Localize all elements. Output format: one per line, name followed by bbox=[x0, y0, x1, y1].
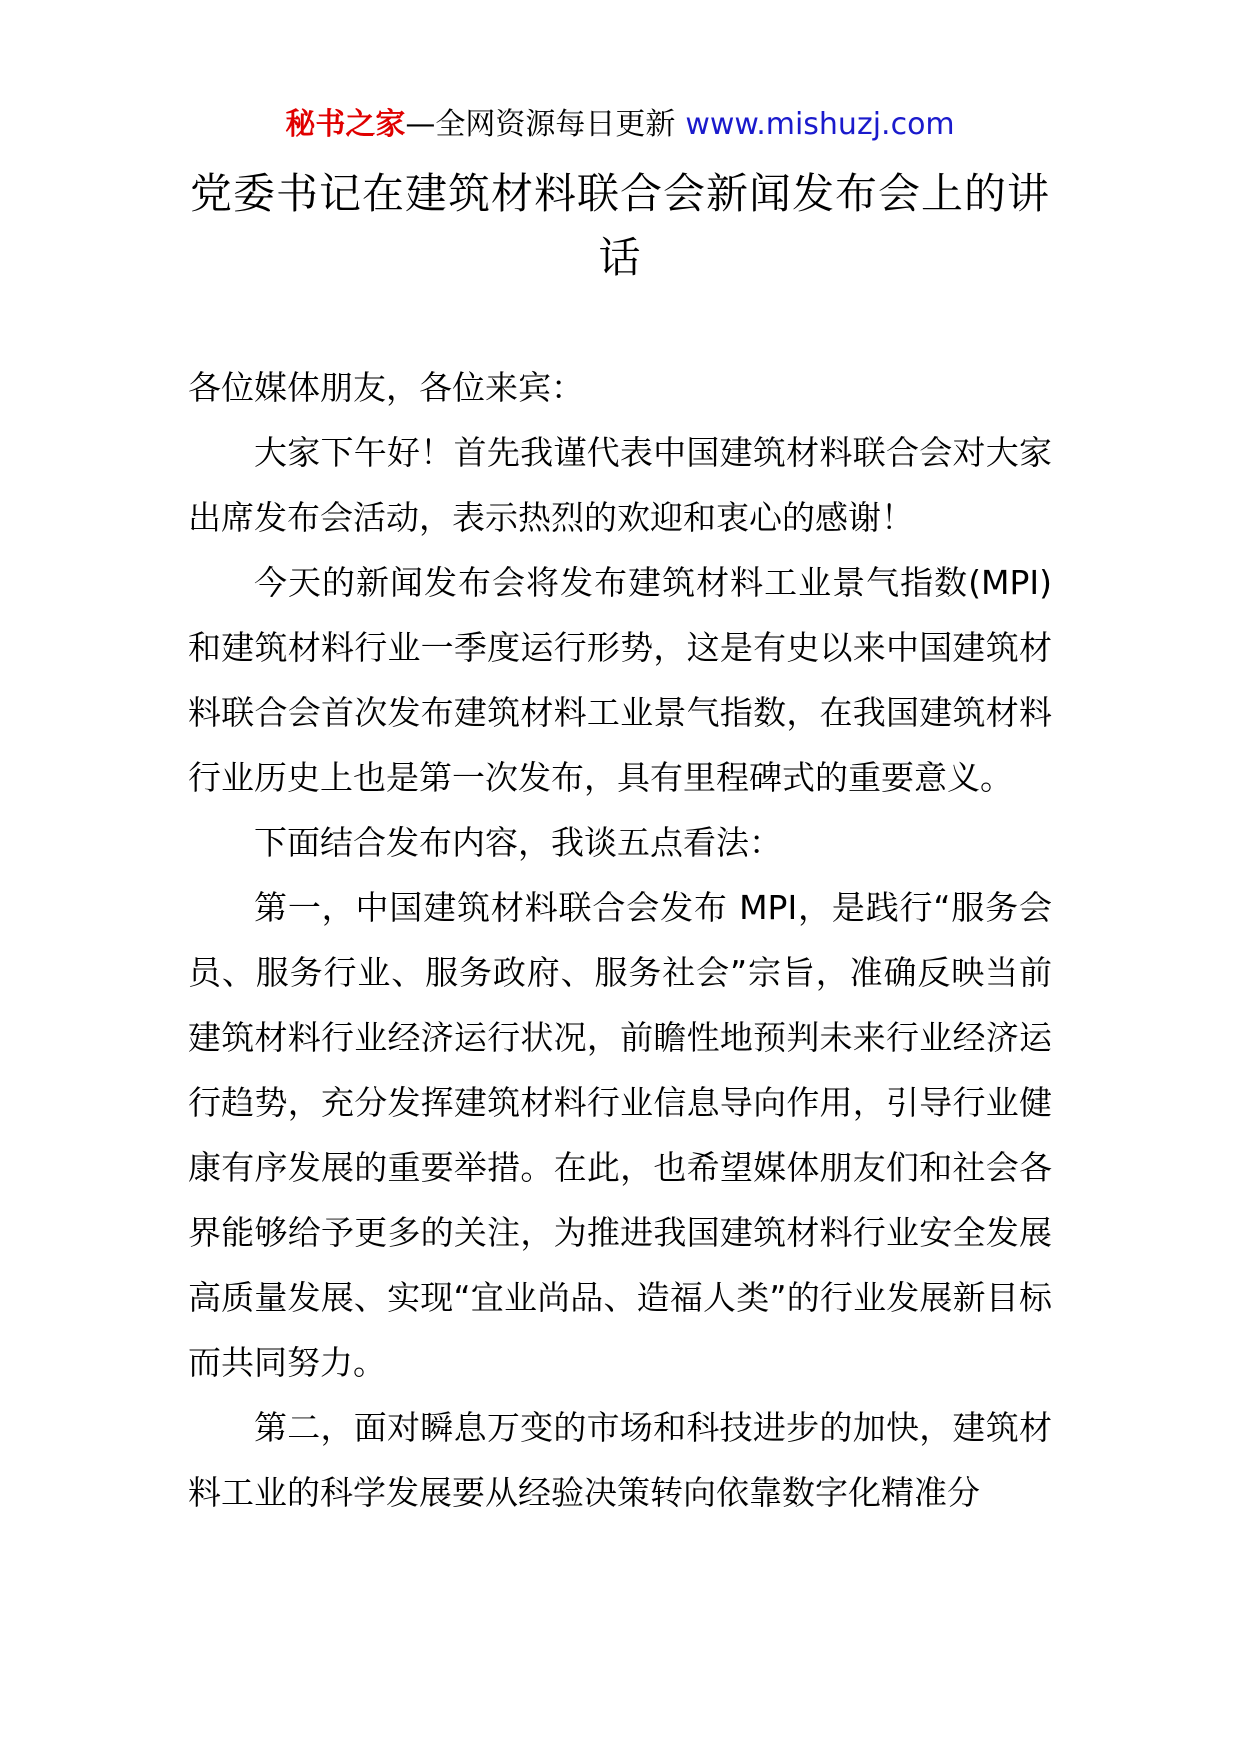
banner-brand: 秘书之家 bbox=[285, 107, 406, 142]
paragraph: 下面结合发布内容，我谈五点看法： bbox=[254, 823, 782, 862]
document-body bbox=[188, 355, 1052, 1525]
site-banner bbox=[0, 103, 1240, 147]
paragraph: 今天的新闻发布会将发布建筑材料工业景气指数(MPI)和建筑材料行业一季度运行形势，这是有史以来中国建筑材料联合会首次发布建筑材料工业景气指数，在我国建筑材料行业历史上也是第一次发布，具有里程碑式的重要意义。 bbox=[188, 563, 1052, 797]
document-title: 党委书记在建筑材料联合会新闻发布会上的讲话 bbox=[189, 169, 1050, 282]
banner-tagline: —全网资源每日更新 bbox=[405, 107, 676, 142]
paragraph: 第一，中国建筑材料联合会发布 MPI，是践行“服务会员、服务行业、服务政府、服务社会”宗旨，准确反映当前建筑材料行业经济运行状况，前瞻性地预判未来行业经济运行趋势，充分发挥建筑材料行业信息导向作用，引导行业健康有序发展的重要举措。在此，也希望媒体朋友们和社会各界能够给予更多的关注，为推进我国建筑材料行业安全发展高质量发展、实现“宜业尚品、造福人类”的行业发展新目标而共同努力。 bbox=[188, 888, 1052, 1382]
paragraph: 大家下午好！首先我谨代表中国建筑材料联合会对大家出席发布会活动，表示热烈的欢迎和衷心的感谢！ bbox=[188, 433, 1052, 537]
salutation: 各位媒体朋友，各位来宾： bbox=[188, 368, 584, 407]
paragraph: 第二，面对瞬息万变的市场和科技进步的加快，建筑材料工业的科学发展要从经验决策转向依靠数字化精准分 bbox=[188, 1408, 1052, 1512]
banner-url-link[interactable]: www.mishuzj.com bbox=[685, 107, 955, 142]
